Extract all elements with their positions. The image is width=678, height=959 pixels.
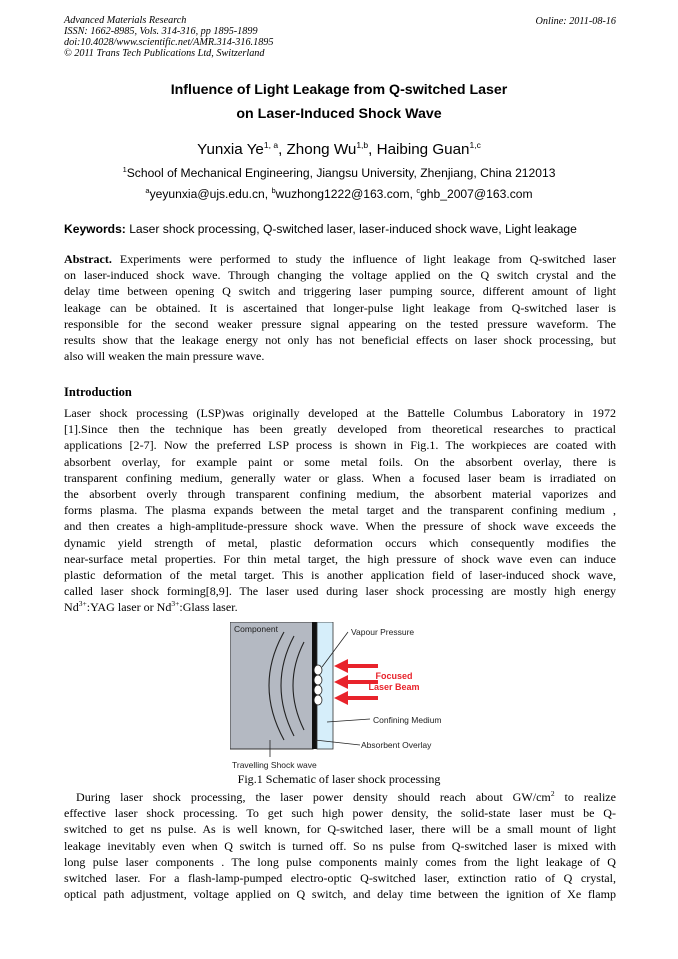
body-line: switched to get ns pulse. As is well known, for Q-switched laser, there will be a small mount of light	[64, 822, 616, 837]
body-paragraph-2	[64, 789, 616, 902]
doi-line: doi:10.4028/www.scientific.net/AMR.314-316.1895	[64, 37, 274, 48]
body-line: transparent confining medium, generally water or glass. When a focused laser beam is irradiated on	[64, 470, 616, 485]
body-line: Laser shock processing (LSP)was originally developed at the Battelle Columbus Laboratory in 1972	[64, 406, 616, 420]
abstract-line: delay time between opening Q switch and triggering laser pumping source, different amount of light	[64, 284, 616, 299]
keywords	[64, 222, 577, 236]
superscript: 2	[550, 788, 555, 798]
figure-1	[230, 622, 460, 772]
body-line: effective laser shock processing. To get such high power density, the solid-state laser must be Q-	[64, 806, 616, 821]
abstract-line: on laser-induced shock wave. Through changing the voltage applied on the Q switch crystal and the	[64, 268, 616, 283]
body-line: long pulse laser components . The long pulse components mainly comes from the light leakage of Q	[64, 854, 616, 869]
introduction-paragraph	[64, 405, 616, 615]
abstract-line: leakage can be obtained. It is ascertained that longer-pulse light leakage from Q-switched laser is	[64, 300, 616, 315]
author-sep: ,	[278, 141, 287, 159]
email-sup: c	[416, 186, 421, 195]
body-line	[64, 789, 616, 805]
label-laser-beam: Laser Beam	[368, 682, 420, 692]
author-name: Haibing Guan	[376, 141, 470, 159]
author-sup: 1,b	[356, 140, 369, 150]
abstract	[64, 251, 616, 364]
superscript: 3+	[78, 599, 87, 609]
author-name: Zhong Wu	[286, 141, 357, 159]
keywords-label: Keywords:	[64, 222, 126, 236]
abstract-line: results show that the leakage energy not only has not beneficial effects on laser shock processing, but	[64, 332, 616, 347]
email-sup: b	[271, 186, 276, 195]
title-line-1: Influence of Light Leakage from Q-switched Laser	[170, 82, 508, 98]
text-run: :Glass laser.	[179, 600, 238, 615]
body-line: and then creates a high-amplitude-pressure shock wave. When the pressure of shock wave exceeds the	[64, 519, 616, 534]
online-date: Online: 2011-08-16	[535, 16, 616, 27]
author-list	[0, 140, 678, 158]
email-list	[0, 186, 678, 201]
body-line: dynamic yield strength of metal, plastic deformation occurs which consequently modifies the	[64, 535, 616, 550]
section-heading-introduction: Introduction	[64, 385, 132, 399]
metal-component	[230, 622, 313, 749]
label-absorbent-overlay: Absorbent Overlay	[361, 740, 432, 750]
lsp-schematic	[230, 622, 460, 772]
body-line: leakage inevitably even when Q switch is turned off. So ns pulse from Q-switched laser is mixed with	[64, 838, 616, 853]
abstract-label: Abstract.	[64, 252, 112, 266]
email-address: wuzhong1222@163.com,	[275, 187, 417, 202]
body-line: absorbent overlay, for example paint or some metal foils. On the absorbent overlay, there is	[64, 454, 616, 469]
superscript: 3+	[171, 599, 180, 609]
author-sup: 1,c	[469, 140, 481, 150]
abstract-line	[64, 251, 616, 267]
affiliation-sup: 1	[122, 165, 127, 174]
email-address: ghb_2007@163.com	[420, 187, 533, 202]
abstract-line: also will weaken the main pressure wave.	[64, 349, 265, 364]
body-line: near-surface metal properties. For thin metal target, the high pressure of shock wave even can induce	[64, 551, 616, 566]
figure-caption: Fig.1 Schematic of laser shock processing	[237, 772, 441, 786]
author-sup: 1, a	[263, 140, 279, 150]
label-vapour-pressure: Vapour Pressure	[351, 627, 415, 637]
body-line	[64, 599, 616, 615]
issn-line: ISSN: 1662-8985, Vols. 314-316, pp 1895-1899	[64, 26, 258, 37]
body-line: forms plasma. The plasma expands between the metal target and the transparent confining medium ,	[64, 503, 616, 518]
text-run: to realize	[554, 790, 616, 804]
author-name: Yunxia Ye	[197, 141, 264, 159]
body-line: plastic deformation of the metal target. This is another application field of laser-induced shock wave,	[64, 567, 616, 582]
body-line: [1].Since then the technique has been greatly developed from theoretical researches to practical	[64, 422, 616, 437]
label-travelling-shock-wave: Travelling Shock wave	[232, 760, 317, 770]
author-sep: ,	[368, 141, 377, 159]
body-line: called laser shock forming[8,9]. The laser used during laser shock processing are mostly high energy	[64, 584, 616, 599]
label-confining-medium: Confining Medium	[373, 715, 442, 725]
body-line: switched laser. For a flash-lamp-pumped electro-optic Q-switched laser, extinction ratio of Q crystal,	[64, 870, 616, 885]
abstract-line: responsible for the second weaker pressure signal appearing on the tested pressure waveform. The	[64, 316, 616, 331]
text-run: :YAG laser or Nd	[86, 600, 172, 615]
body-line: optical path adjustment, voltage applied on Q switch, and delay time between the ignition of Xe flamp	[64, 887, 616, 902]
label-component: Component	[234, 624, 278, 634]
body-line: applications [2-7]. Now the preferred LSP process is shown in Fig.1. The workpieces are coated with	[64, 438, 616, 453]
affiliation-text: School of Mechanical Engineering, Jiangsu University, Zhenjiang, China 212013	[126, 166, 556, 181]
body-line: the absorbent overly through transparent confining medium, the absorbent material vaporizes and	[64, 486, 616, 501]
text-run: During laser shock processing, the laser power density should reach about GW/cm	[76, 790, 551, 804]
email-sup: a	[145, 186, 150, 195]
title-line-2: on Laser-Induced Shock Wave	[236, 106, 442, 122]
keywords-text: Laser shock processing, Q-switched laser, laser-induced shock wave, Light leakage	[125, 222, 577, 236]
label-focused: Focused	[375, 671, 413, 681]
affiliation	[0, 165, 678, 180]
text-run: Nd	[64, 600, 79, 615]
journal-name: Advanced Materials Research	[64, 15, 187, 26]
copyright-line: © 2011 Trans Tech Publications Ltd, Switzerland	[64, 48, 265, 59]
abstract-text: Experiments were performed to study the influence of light leakage from Q-switched laser	[111, 252, 616, 266]
email-address: yeyunxia@ujs.edu.cn,	[149, 187, 272, 202]
